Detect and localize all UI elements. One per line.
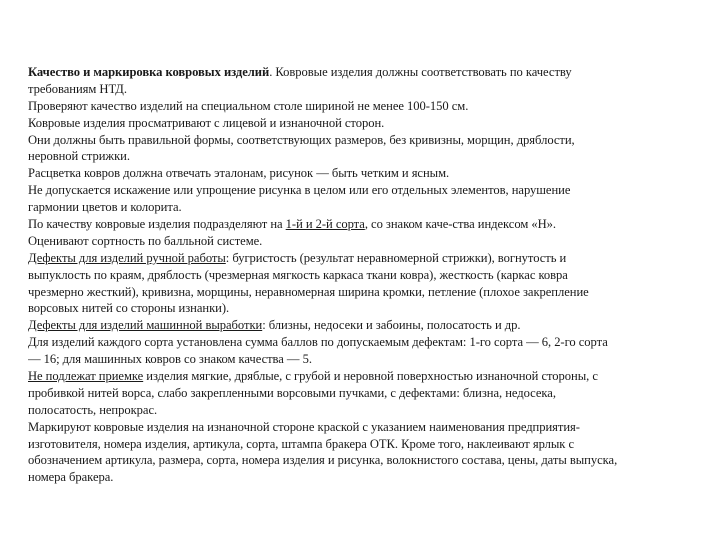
text-run: неровной стрижки.: [28, 149, 130, 164]
text-run: — 16; для машинных ковров со знаком качества — 5.: [28, 352, 312, 367]
text-run: Оценивают сортность по балльной системе.: [28, 233, 263, 248]
text-run: , со знаком каче-ства индексом «Н».: [364, 217, 557, 232]
text-run: номера бракера.: [28, 470, 114, 485]
text-run: : близны, недосеки и забоины, полосатость и др.: [262, 318, 521, 333]
text-run: Они должны быть правильной формы, соответствующих размеров, без кривизны, морщин, дряблости,: [28, 132, 575, 147]
text-line: [28, 368, 698, 385]
text-run: Маркируют ковровые изделия на изнаночной стороне краской с указанием наименования предприятия-: [28, 419, 580, 434]
text-run: обозначением артикула, размера, сорта, номера изделия и рисунка, волокнистого состава, цены, даты выпуска,: [28, 453, 618, 468]
text-line: [28, 300, 698, 317]
underlined-term: Дефекты для изделий машинной выработки: [28, 318, 263, 333]
text-line: [28, 250, 698, 267]
text-line: [28, 165, 698, 182]
text-run: пробивкой нитей ворса, слабо закрепленными ворсовыми пучками, с дефектами: близна, недосека,: [28, 385, 556, 400]
text-line: [28, 317, 698, 334]
text-run: Для изделий каждого сорта установлена сумма баллов по допускаемым дефектам: 1-го сорта — 6, 2-го сорта: [28, 335, 608, 350]
text-run: : бугристость (результат неравномерной стрижки), вогнутость и: [225, 250, 567, 265]
text-line: [28, 132, 698, 149]
text-line: [28, 216, 698, 233]
text-run: изготовителя, номера изделия, артикула, сорта, штампа бракера ОТК. Кроме того, наклеивают ярлык с: [28, 436, 574, 451]
text-line: [28, 402, 698, 419]
text-run: чрезмерно жесткий), кривизна, морщины, неравномерная ширина кромки, петление (плохое закрепление: [28, 284, 589, 299]
text-line: [28, 452, 698, 469]
text-line: [28, 351, 698, 368]
text-run: полосатость, непрокрас.: [28, 402, 158, 417]
text-line: [28, 284, 698, 301]
text-run: выпуклость по краям, дряблость (чрезмерная мягкость каркаса ткани ковра), жесткость (каркас ковра: [28, 267, 568, 282]
text-line: [28, 419, 698, 436]
text-run: По качеству ковровые изделия подразделяют на: [28, 217, 286, 232]
text-line: [28, 115, 698, 132]
text-line: [28, 199, 698, 216]
text-line: [28, 334, 698, 351]
text-line: [28, 182, 698, 199]
text-line: [28, 233, 698, 250]
text-line: [28, 469, 698, 486]
text-line: [28, 64, 698, 81]
underlined-term: 1-й и 2-й сорта: [285, 217, 365, 232]
text-run: изделия мягкие, дряблые, с грубой и неровной поверхностью изнаночной стороны, с: [143, 369, 598, 384]
text-run: требованиям НТД.: [28, 81, 127, 96]
underlined-term: Дефекты для изделий ручной работы: [28, 250, 226, 265]
text-line: [28, 98, 698, 115]
text-run: гармонии цветов и колорита.: [28, 200, 182, 215]
text-line: [28, 148, 698, 165]
document-body: [28, 64, 698, 486]
section-heading: Качество и маркировка ковровых изделий: [28, 65, 270, 79]
text-run: . Ковровые изделия должны соответствовать по качеству: [269, 65, 572, 79]
text-line: [28, 436, 698, 453]
text-run: Не допускается искажение или упрощение рисунка в целом или его отдельных элементов, нарушение: [28, 183, 571, 198]
text-run: Ковровые изделия просматривают с лицевой и изнаночной сторон.: [28, 115, 385, 130]
text-line: [28, 385, 698, 402]
text-line: [28, 267, 698, 284]
text-run: Расцветка ковров должна отвечать эталонам, рисунок — быть четким и ясным.: [28, 166, 450, 181]
text-line: [28, 81, 698, 98]
text-run: ворсовых нитей со стороны изнанки).: [28, 301, 230, 316]
underlined-term: Не подлежат приемке: [28, 369, 144, 384]
text-run: Проверяют качество изделий на специальном столе шириной не менее 100-150 см.: [28, 98, 469, 113]
